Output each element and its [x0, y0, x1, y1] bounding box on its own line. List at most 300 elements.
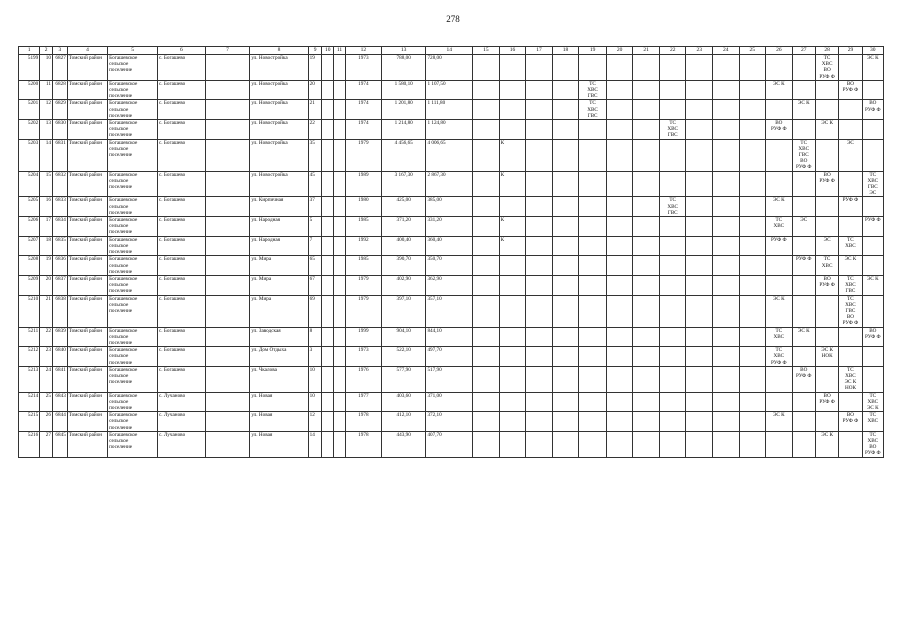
table-cell-c3: 6841: [52, 366, 67, 392]
column-header: 18: [552, 47, 579, 55]
table-cell-c25: [739, 55, 766, 81]
housing-register-table: [18, 46, 884, 458]
table-cell-c23: [686, 392, 713, 412]
table-cell-c15: [473, 55, 500, 81]
column-header: 20: [606, 47, 633, 55]
table-cell-district: Томский район: [67, 412, 107, 432]
table-cell-c25: [739, 256, 766, 276]
table-cell-c7: [205, 366, 250, 392]
table-cell-c22: [659, 139, 686, 171]
table-cell-c26: [766, 366, 793, 392]
table-cell-c22: ТС ХВС ГВС: [659, 197, 686, 217]
table-cell-c10: [322, 217, 334, 237]
table-cell-c19: ТС ХВС ГВС: [579, 80, 607, 100]
table-cell-c2: 22: [40, 327, 53, 347]
table-cell-area1: 1 201,80: [381, 100, 426, 120]
table-cell-c28: [815, 217, 838, 237]
table-cell-c22: [659, 327, 686, 347]
table-cell-c28: [815, 366, 838, 392]
table-cell-c24: [712, 366, 739, 392]
table-row: [19, 55, 884, 81]
table-cell-c17: [526, 197, 553, 217]
table-cell-c18: [552, 236, 579, 256]
table-cell-c2: 10: [40, 55, 53, 81]
table-cell-locality: с. Богашево: [158, 327, 206, 347]
table-cell-c11: [334, 256, 346, 276]
table-cell-year: 1999: [345, 327, 381, 347]
table-cell-settlement: Богашевское сельское поселение: [108, 295, 158, 327]
table-cell-c18: [552, 197, 579, 217]
table-cell-c29: [839, 431, 862, 457]
table-cell-c27: [792, 347, 815, 367]
table-cell-c24: [712, 412, 739, 432]
table-cell-c21: [633, 295, 660, 327]
table-cell-c30: [862, 366, 883, 392]
table-cell-c21: [633, 55, 660, 81]
table-cell-house: 67: [308, 275, 322, 295]
table-cell-year: 1973: [345, 347, 381, 367]
column-header: 11: [334, 47, 346, 55]
table-cell-c20: [606, 256, 633, 276]
table-cell-c16: [499, 412, 526, 432]
table-cell-c1: 5200: [19, 80, 40, 100]
table-cell-c3: 6834: [52, 217, 67, 237]
table-cell-c21: [633, 256, 660, 276]
table-cell-c28: [815, 100, 838, 120]
table-cell-c10: [322, 139, 334, 171]
table-row: [19, 366, 884, 392]
table-cell-c25: [739, 120, 766, 140]
table-cell-c25: [739, 295, 766, 327]
table-cell-c3: 6832: [52, 171, 67, 197]
table-cell-settlement: Богашевское сельское поселение: [108, 100, 158, 120]
table-cell-area2: 1 107,50: [426, 80, 473, 100]
table-cell-c23: [686, 275, 713, 295]
table-cell-c10: [322, 275, 334, 295]
table-cell-street: ул. Новостройка: [250, 120, 308, 140]
table-cell-c10: [322, 236, 334, 256]
table-cell-c30: [862, 80, 883, 100]
table-cell-c24: [712, 236, 739, 256]
table-cell-c7: [205, 327, 250, 347]
table-cell-c7: [205, 139, 250, 171]
table-cell-c21: [633, 431, 660, 457]
table-cell-c26: [766, 171, 793, 197]
table-cell-c27: [792, 392, 815, 412]
table-cell-c21: [633, 139, 660, 171]
table-cell-c11: [334, 392, 346, 412]
table-cell-c30: [862, 120, 883, 140]
table-cell-c2: 12: [40, 100, 53, 120]
table-row: [19, 217, 884, 237]
table-cell-c15: [473, 171, 500, 197]
table-cell-c28: ТС ХВС ВО РУФ Ф: [815, 55, 838, 81]
table-cell-c20: [606, 327, 633, 347]
table-cell-c2: 11: [40, 80, 53, 100]
table-cell-c15: [473, 139, 500, 171]
table-cell-c28: [815, 80, 838, 100]
table-cell-c29: ТС ХВС: [839, 236, 862, 256]
table-cell-area1: 397,10: [381, 295, 426, 327]
table-cell-c15: [473, 100, 500, 120]
table-cell-c22: [659, 256, 686, 276]
table-cell-street: ул. Народная: [250, 217, 308, 237]
table-cell-year: 1977: [345, 392, 381, 412]
table-cell-c28: ВО РУФ Ф: [815, 275, 838, 295]
table-cell-year: 1978: [345, 431, 381, 457]
table-cell-c17: [526, 217, 553, 237]
table-cell-c23: [686, 197, 713, 217]
table-cell-c17: [526, 431, 553, 457]
table-cell-c25: [739, 431, 766, 457]
table-cell-locality: с. Богашево: [158, 55, 206, 81]
table-cell-c7: [205, 217, 250, 237]
table-cell-c24: [712, 197, 739, 217]
table-cell-c23: [686, 256, 713, 276]
table-cell-area1: 1 580,10: [381, 80, 426, 100]
column-header: 24: [712, 47, 739, 55]
table-cell-c2: 26: [40, 412, 53, 432]
table-cell-c16: К: [499, 236, 526, 256]
table-cell-c21: [633, 392, 660, 412]
table-cell-c24: [712, 275, 739, 295]
table-cell-c28: [815, 197, 838, 217]
table-cell-c23: [686, 347, 713, 367]
table-cell-c28: [815, 327, 838, 347]
table-cell-locality: с. Богашево: [158, 171, 206, 197]
table-cell-c23: [686, 366, 713, 392]
table-cell-c22: [659, 295, 686, 327]
table-cell-house: 14: [308, 431, 322, 457]
table-cell-c20: [606, 197, 633, 217]
table-cell-street: ул. Кирпичная: [250, 197, 308, 217]
table-cell-c29: [839, 217, 862, 237]
column-header: 13: [381, 47, 426, 55]
table-cell-c26: ТС ХВС РУФ Ф: [766, 347, 793, 367]
table-row: [19, 80, 884, 100]
table-cell-c30: ВО РУФ Ф: [862, 327, 883, 347]
table-cell-c21: [633, 80, 660, 100]
table-cell-area2: 357,10: [426, 295, 473, 327]
column-header: 25: [739, 47, 766, 55]
table-cell-c15: [473, 120, 500, 140]
table-cell-c19: [579, 366, 607, 392]
table-cell-street: ул. Чкалова: [250, 366, 308, 392]
table-cell-c27: [792, 55, 815, 81]
table-cell-c27: [792, 275, 815, 295]
table-cell-c29: [839, 100, 862, 120]
table-cell-district: Томский район: [67, 275, 107, 295]
page-number: 278: [446, 14, 460, 24]
table-cell-c28: [815, 412, 838, 432]
table-cell-c18: [552, 171, 579, 197]
table-cell-c11: [334, 412, 346, 432]
table-cell-c18: [552, 256, 579, 276]
table-cell-c15: [473, 347, 500, 367]
table-cell-c2: 25: [40, 392, 53, 412]
table-cell-c18: [552, 327, 579, 347]
table-cell-c17: [526, 366, 553, 392]
column-header: 4: [67, 47, 107, 55]
table-cell-street: ул. Мира: [250, 275, 308, 295]
table-row: [19, 412, 884, 432]
table-cell-c30: ТС ХВС ГВС ЭС: [862, 171, 883, 197]
table-cell-district: Томский район: [67, 217, 107, 237]
table-cell-locality: с. Богашево: [158, 197, 206, 217]
table-cell-house: 37: [308, 197, 322, 217]
table-cell-c1: 5209: [19, 275, 40, 295]
table-cell-year: 1973: [345, 55, 381, 81]
table-cell-area1: 904,10: [381, 327, 426, 347]
table-cell-c28: ЭС К: [815, 431, 838, 457]
table-cell-area2: 844,10: [426, 327, 473, 347]
table-cell-district: Томский район: [67, 392, 107, 412]
table-cell-c2: 23: [40, 347, 53, 367]
table-cell-year: 1989: [345, 171, 381, 197]
table-cell-street: ул. Новостройка: [250, 55, 308, 81]
table-cell-c27: ВО РУФ Ф: [792, 366, 815, 392]
table-cell-c27: [792, 197, 815, 217]
table-cell-c19: [579, 197, 607, 217]
column-header: 10: [322, 47, 334, 55]
table-cell-c19: ТС ХВС ГВС: [579, 100, 607, 120]
table-cell-c28: ЭС К НОК: [815, 347, 838, 367]
table-cell-c29: [839, 171, 862, 197]
table-cell-c18: [552, 366, 579, 392]
table-cell-c11: [334, 275, 346, 295]
table-cell-c10: [322, 197, 334, 217]
table-cell-c7: [205, 347, 250, 367]
table-cell-c28: ВО РУФ Ф: [815, 392, 838, 412]
table-cell-c2: 13: [40, 120, 53, 140]
table-cell-c3: 6828: [52, 80, 67, 100]
table-cell-c25: [739, 217, 766, 237]
table-cell-c25: [739, 347, 766, 367]
table-cell-c10: [322, 347, 334, 367]
table-cell-c23: [686, 295, 713, 327]
table-cell-settlement: Богашевское сельское поселение: [108, 392, 158, 412]
table-cell-c23: [686, 55, 713, 81]
table-cell-year: 1985: [345, 217, 381, 237]
table-cell-area1: 1 214,80: [381, 120, 426, 140]
table-cell-house: 45: [308, 171, 322, 197]
table-cell-c3: 6836: [52, 256, 67, 276]
table-cell-c21: [633, 412, 660, 432]
column-header: 19: [579, 47, 607, 55]
table-cell-c1: 5201: [19, 100, 40, 120]
table-cell-c22: [659, 366, 686, 392]
table-cell-c21: [633, 100, 660, 120]
table-cell-area1: 577,90: [381, 366, 426, 392]
table-cell-district: Томский район: [67, 197, 107, 217]
table-cell-c24: [712, 295, 739, 327]
table-cell-c26: ЭС К: [766, 197, 793, 217]
table-cell-settlement: Богашевское сельское поселение: [108, 197, 158, 217]
table-cell-locality: с. Богашево: [158, 295, 206, 327]
table-cell-settlement: Богашевское сельское поселение: [108, 171, 158, 197]
table-cell-c29: ЭС: [839, 139, 862, 171]
table-cell-c21: [633, 217, 660, 237]
table-cell-house: 21: [308, 100, 322, 120]
table-cell-c21: [633, 366, 660, 392]
table-cell-settlement: Богашевское сельское поселение: [108, 275, 158, 295]
table-cell-c26: [766, 275, 793, 295]
table-cell-c18: [552, 275, 579, 295]
table-cell-c27: РУФ Ф: [792, 256, 815, 276]
table-cell-settlement: Богашевское сельское поселение: [108, 256, 158, 276]
table-cell-c19: [579, 347, 607, 367]
table-cell-c1: 5206: [19, 217, 40, 237]
table-cell-c18: [552, 295, 579, 327]
column-header: 5: [108, 47, 158, 55]
table-cell-c16: К: [499, 171, 526, 197]
table-cell-c18: [552, 412, 579, 432]
table-cell-street: ул. Дом Отдыха: [250, 347, 308, 367]
column-header: 22: [659, 47, 686, 55]
table-cell-year: 1985: [345, 256, 381, 276]
table-cell-c24: [712, 256, 739, 276]
table-cell-district: Томский район: [67, 100, 107, 120]
table-cell-locality: с. Богашево: [158, 80, 206, 100]
table-cell-house: 19: [308, 55, 322, 81]
column-header: 1: [19, 47, 40, 55]
table-cell-c26: [766, 392, 793, 412]
table-cell-c19: [579, 55, 607, 81]
column-header: 27: [792, 47, 815, 55]
table-cell-c7: [205, 392, 250, 412]
table-cell-c23: [686, 80, 713, 100]
table-cell-c15: [473, 295, 500, 327]
table-cell-settlement: Богашевское сельское поселение: [108, 139, 158, 171]
table-cell-c23: [686, 217, 713, 237]
table-cell-house: 35: [308, 139, 322, 171]
table-cell-c23: [686, 139, 713, 171]
table-cell-c10: [322, 100, 334, 120]
table-cell-c30: [862, 347, 883, 367]
table-cell-c22: [659, 55, 686, 81]
table-cell-c7: [205, 295, 250, 327]
table-cell-c11: [334, 171, 346, 197]
table-cell-c18: [552, 80, 579, 100]
table-cell-c17: [526, 392, 553, 412]
table-cell-c2: 21: [40, 295, 53, 327]
table-cell-c19: [579, 171, 607, 197]
table-cell-c16: [499, 295, 526, 327]
column-header: 8: [250, 47, 308, 55]
table-cell-settlement: Богашевское сельское поселение: [108, 55, 158, 81]
table-cell-settlement: Богашевское сельское поселение: [108, 347, 158, 367]
column-header: 12: [345, 47, 381, 55]
table-cell-house: 5: [308, 217, 322, 237]
table-cell-c16: [499, 392, 526, 412]
table-cell-street: ул. Народная: [250, 236, 308, 256]
table-cell-c28: [815, 139, 838, 171]
table-cell-area2: 4 006,65: [426, 139, 473, 171]
table-cell-year: 1992: [345, 236, 381, 256]
table-cell-c11: [334, 295, 346, 327]
table-cell-c27: ЭС К: [792, 327, 815, 347]
table-cell-c18: [552, 347, 579, 367]
table-cell-c17: [526, 55, 553, 81]
table-cell-c15: [473, 392, 500, 412]
table-cell-c22: [659, 171, 686, 197]
table-cell-c25: [739, 171, 766, 197]
table-cell-locality: с. Богашево: [158, 217, 206, 237]
table-cell-c3: 6837: [52, 275, 67, 295]
table-cell-c24: [712, 100, 739, 120]
table-row: [19, 347, 884, 367]
table-cell-c18: [552, 139, 579, 171]
table-cell-street: ул. Новостройка: [250, 139, 308, 171]
table-cell-c27: ТС ХВС ГВС ВО РУФ Ф: [792, 139, 815, 171]
table-cell-locality: с. Богашево: [158, 236, 206, 256]
table-cell-area1: 403,60: [381, 392, 426, 412]
table-cell-c20: [606, 100, 633, 120]
table-cell-house: 22: [308, 120, 322, 140]
table-cell-c2: 17: [40, 217, 53, 237]
table-row: [19, 327, 884, 347]
column-header: 6: [158, 47, 206, 55]
column-header: 29: [839, 47, 862, 55]
table-cell-c16: [499, 100, 526, 120]
table-cell-c21: [633, 120, 660, 140]
table-cell-street: ул. Новостройка: [250, 80, 308, 100]
table-cell-c30: ЭС К: [862, 55, 883, 81]
table-cell-c15: [473, 236, 500, 256]
table-cell-settlement: Богашевское сельское поселение: [108, 80, 158, 100]
table-cell-c2: 19: [40, 256, 53, 276]
table-cell-c27: [792, 236, 815, 256]
table-cell-c21: [633, 347, 660, 367]
table-cell-c11: [334, 55, 346, 81]
table-cell-area2: 497,70: [426, 347, 473, 367]
table-cell-c23: [686, 100, 713, 120]
table-cell-c1: 5213: [19, 366, 40, 392]
table-cell-area1: 402,90: [381, 275, 426, 295]
table-cell-year: 1979: [345, 295, 381, 327]
table-cell-c23: [686, 120, 713, 140]
table-cell-c7: [205, 236, 250, 256]
table-cell-street: ул. Мира: [250, 295, 308, 327]
table-cell-area1: 522,10: [381, 347, 426, 367]
table-cell-locality: с. Лучаново: [158, 431, 206, 457]
table-cell-c24: [712, 120, 739, 140]
table-cell-c15: [473, 80, 500, 100]
table-cell-c2: 14: [40, 139, 53, 171]
table-cell-c27: ЭС К: [792, 100, 815, 120]
table-cell-c30: [862, 295, 883, 327]
table-cell-c21: [633, 327, 660, 347]
table-cell-area1: 390,70: [381, 256, 426, 276]
table-cell-c28: ВО РУФ Ф: [815, 171, 838, 197]
table-cell-c3: 6830: [52, 120, 67, 140]
table-cell-c29: [839, 327, 862, 347]
table-cell-locality: с. Богашево: [158, 366, 206, 392]
table-cell-c19: [579, 139, 607, 171]
table-cell-c10: [322, 412, 334, 432]
table-cell-c1: 5215: [19, 412, 40, 432]
table-cell-c30: [862, 256, 883, 276]
table-cell-c7: [205, 197, 250, 217]
table-cell-c30: ТС ХВС ВО РУФ Ф: [862, 431, 883, 457]
table-cell-c22: [659, 275, 686, 295]
table-cell-c27: [792, 412, 815, 432]
column-header: 28: [815, 47, 838, 55]
table-cell-c25: [739, 366, 766, 392]
table-cell-c1: 5202: [19, 120, 40, 140]
table-cell-district: Томский район: [67, 431, 107, 457]
table-cell-district: Томский район: [67, 80, 107, 100]
